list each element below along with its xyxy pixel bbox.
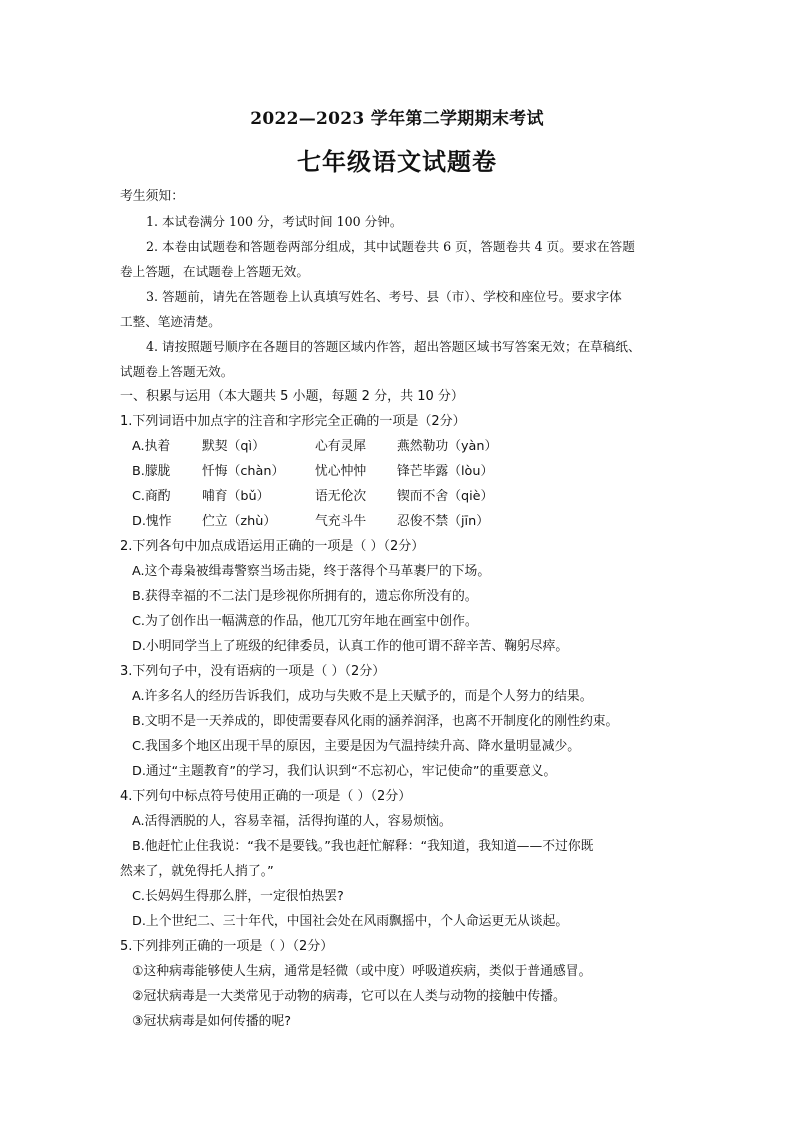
question-5-sentence-2: ②冠状病毒是一大类常见于动物的病毒，它可以在人类与动物的接触中传播。 (132, 989, 566, 1004)
question-3-option-d: D.通过“主题教育”的学习，我们认识到“不忘初心，牢记使命”的重要意义。 (132, 764, 557, 779)
option-word: 锲而不舍（qiè） (397, 489, 494, 504)
notice-line-4-cont: 试题卷上答题无效。 (120, 364, 234, 379)
question-3-option-c: C.我国多个地区出现干旱的原因，主要是因为气温持续升高、降水量明显减少。 (132, 739, 581, 754)
option-word: 哺育（bǔ） (202, 489, 270, 504)
option-word: A.执着 (132, 439, 171, 454)
notice-line-4: 4. 请按照题号顺序在各题目的答题区域内作答，超出答题区域书写答案无效；在草稿纸、 (146, 339, 641, 354)
question-5-sentence-1: ①这种病毒能够使人生病，通常是轻微（或中度）呼吸道疾病，类似于普通感冒。 (132, 964, 592, 979)
question-1-option-c (120, 484, 680, 509)
notice-line-3-cont: 工整、笔迹清楚。 (120, 314, 221, 329)
question-3-option-a: A.许多名人的经历告诉我们，成功与失败不是上天赋予的，而是个人努力的结果。 (132, 689, 593, 704)
question-4-stem: 4.下列句中标点符号使用正确的一项是（ ）（2分） (120, 789, 412, 804)
question-4-option-b: B.他赶忙止住我说：“我不是要钱。”我也赶忙解释：“我知道，我知道——不过你既 (132, 839, 594, 854)
exam-content (120, 184, 680, 1034)
option-word: 忏悔（chàn） (202, 464, 285, 479)
question-2-option-b: B.获得幸福的不二法门是珍视你所拥有的，遗忘你所没有的。 (132, 589, 478, 604)
question-1-option-a (120, 434, 680, 459)
option-word: B.朦胧 (132, 464, 171, 479)
section-title: 一、积累与运用（本大题共 5 小题，每题 2 分，共 10 分） (120, 389, 464, 404)
option-word: 忧心忡忡 (315, 464, 367, 479)
notice-line-2-cont: 卷上答题，在试题卷上答题无效。 (120, 264, 309, 279)
question-4-option-d: D.上个世纪二、三十年代，中国社会处在风雨飘摇中，个人命运更无从谈起。 (132, 914, 569, 929)
option-word: 心有灵犀 (315, 439, 367, 454)
question-2-option-c: C.为了创作出一幅满意的作品，他兀兀穷年地在画室中创作。 (132, 614, 478, 629)
paper-title: 七年级语文试题卷 (297, 147, 497, 176)
option-word: D.愧怍 (132, 514, 172, 529)
option-word: 伫立（zhù） (202, 514, 277, 529)
question-5-stem: 5.下列排列正确的一项是（ ）（2分） (120, 939, 334, 954)
question-4-option-b-cont: 然来了，就免得托人捎了。” (120, 864, 274, 879)
option-word: 忍俊不禁（jīn） (397, 514, 490, 529)
question-3-option-b: B.文明不是一天养成的，即使需要春风化雨的涵养润泽，也离不开制度化的刚性约束。 (132, 714, 619, 729)
question-5-sentence-3: ③冠状病毒是如何传播的呢? (132, 1014, 292, 1029)
option-word: 锋芒毕露（lòu） (397, 464, 494, 479)
notice-line-1: 1. 本试卷满分 100 分，考试时间 100 分钟。 (146, 214, 403, 229)
question-1-option-b (120, 459, 680, 484)
notice-line-2: 2. 本卷由试题卷和答题卷两部分组成，其中试题卷共 6 页，答题卷共 4 页。要求在答题 (146, 239, 635, 254)
question-1-option-d (120, 509, 680, 534)
exam-title: 2022—2023 学年第二学期期末考试 (250, 109, 544, 129)
question-4-option-c: C.长妈妈生得那么胖，一定很怕热罢? (132, 889, 344, 904)
notice-line-3: 3. 答题前，请先在答题卷上认真填写姓名、考号、县（市）、学校和座位号。要求字体 (146, 289, 622, 304)
question-3-stem: 3.下列句子中，没有语病的一项是（ ）（2分） (120, 664, 386, 679)
question-1-stem: 1.下列词语中加点字的注音和字形完全正确的一项是（2分） (120, 414, 466, 429)
option-word: 默契（qì） (202, 439, 265, 454)
notice-heading: 考生须知： (120, 189, 184, 204)
question-2-stem: 2.下列各句中加点成语运用正确的一项是（ ）（2分） (120, 539, 425, 554)
option-word: C.商酌 (132, 489, 171, 504)
question-4-option-a: A.活得洒脱的人，容易幸福，活得拘谨的人，容易烦恼。 (132, 814, 452, 829)
question-2-option-a: A.这个毒枭被缉毒警察当场击毙，终于落得个马革裹尸的下场。 (132, 564, 491, 579)
question-2-option-d: D.小明同学当上了班级的纪律委员，认真工作的他可谓不辞辛苦、鞠躬尽瘁。 (132, 639, 569, 654)
option-word: 燕然勒功（yàn） (397, 439, 498, 454)
option-word: 语无伦次 (315, 489, 367, 504)
option-word: 气充斗牛 (315, 514, 367, 529)
